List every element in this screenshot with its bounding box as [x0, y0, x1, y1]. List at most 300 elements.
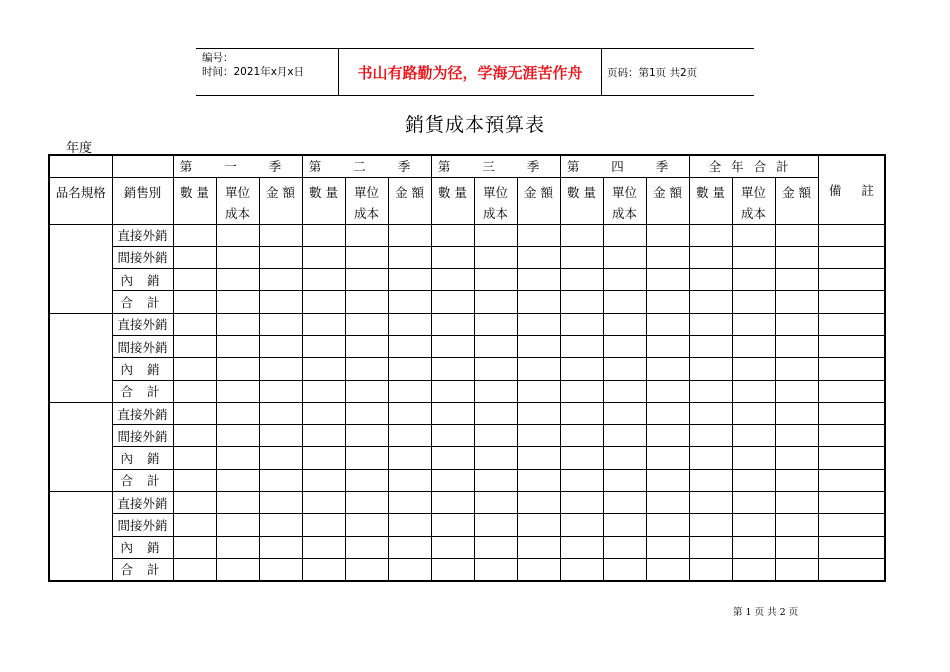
value-cell[interactable] — [603, 469, 646, 491]
value-cell[interactable] — [173, 558, 216, 580]
value-cell[interactable] — [646, 425, 689, 447]
sales-category-label: 合 計 — [112, 380, 173, 402]
notes-cell[interactable] — [818, 269, 885, 291]
value-cell[interactable] — [431, 425, 474, 447]
value-cell[interactable] — [646, 335, 689, 357]
value-cell[interactable] — [259, 447, 302, 469]
value-cell[interactable] — [646, 224, 689, 246]
value-cell[interactable] — [732, 425, 775, 447]
value-cell[interactable] — [603, 558, 646, 580]
value-cell[interactable] — [474, 380, 517, 402]
value-cell[interactable] — [302, 402, 345, 424]
value-cell[interactable] — [603, 335, 646, 357]
value-cell[interactable] — [302, 291, 345, 313]
quantity-header: 數 量 — [560, 177, 603, 224]
value-cell[interactable] — [646, 291, 689, 313]
quantity-header: 數 量 — [431, 177, 474, 224]
value-cell[interactable] — [689, 291, 732, 313]
value-cell[interactable] — [775, 224, 818, 246]
value-cell[interactable] — [689, 469, 732, 491]
value-cell[interactable] — [560, 447, 603, 469]
unit-cost-header — [474, 177, 517, 224]
quantity-header: 數 量 — [689, 177, 732, 224]
value-cell[interactable] — [732, 380, 775, 402]
value-cell[interactable] — [732, 492, 775, 514]
sales-category-label: 間接外銷 — [112, 425, 173, 447]
value-cell[interactable] — [173, 402, 216, 424]
value-cell[interactable] — [517, 469, 560, 491]
value-cell[interactable] — [259, 469, 302, 491]
value-cell[interactable] — [259, 536, 302, 558]
value-cell[interactable] — [302, 358, 345, 380]
value-cell[interactable] — [431, 558, 474, 580]
value-cell[interactable] — [302, 313, 345, 335]
value-cell[interactable] — [689, 246, 732, 268]
value-cell[interactable] — [173, 224, 216, 246]
value-cell[interactable] — [345, 425, 388, 447]
value-cell[interactable] — [646, 313, 689, 335]
value-cell[interactable] — [173, 246, 216, 268]
value-cell[interactable] — [517, 514, 560, 536]
value-cell[interactable] — [302, 425, 345, 447]
value-cell[interactable] — [388, 492, 431, 514]
table-row — [49, 246, 885, 268]
value-cell[interactable] — [345, 269, 388, 291]
value-cell[interactable] — [216, 335, 259, 357]
value-cell[interactable] — [517, 447, 560, 469]
value-cell[interactable] — [560, 558, 603, 580]
value-cell[interactable] — [388, 469, 431, 491]
product-spec-cell[interactable] — [49, 402, 112, 491]
value-cell[interactable] — [388, 536, 431, 558]
value-cell[interactable] — [216, 514, 259, 536]
value-cell[interactable] — [474, 447, 517, 469]
value-cell[interactable] — [216, 313, 259, 335]
value-cell[interactable] — [431, 380, 474, 402]
value-cell[interactable] — [689, 558, 732, 580]
sales-category-label: 間接外銷 — [112, 335, 173, 357]
sales-category-header: 銷售別 — [112, 177, 173, 224]
value-cell[interactable] — [259, 558, 302, 580]
value-cell[interactable] — [345, 224, 388, 246]
value-cell[interactable] — [345, 558, 388, 580]
value-cell[interactable] — [431, 447, 474, 469]
annual-total-header: 全年合計 — [689, 155, 818, 177]
value-cell[interactable] — [560, 335, 603, 357]
value-cell[interactable] — [603, 492, 646, 514]
value-cell[interactable] — [689, 514, 732, 536]
value-cell[interactable] — [431, 313, 474, 335]
value-cell[interactable] — [474, 224, 517, 246]
value-cell[interactable] — [302, 335, 345, 357]
table-row — [49, 514, 885, 536]
notes-cell[interactable] — [818, 492, 885, 514]
value-cell[interactable] — [775, 246, 818, 268]
amount-header: 金 額 — [388, 177, 431, 224]
sales-category-label: 內 銷 — [112, 358, 173, 380]
notes-cell[interactable] — [818, 380, 885, 402]
value-cell[interactable] — [216, 291, 259, 313]
value-cell[interactable] — [603, 402, 646, 424]
value-cell[interactable] — [173, 335, 216, 357]
value-cell[interactable] — [603, 313, 646, 335]
value-cell[interactable] — [560, 536, 603, 558]
value-cell[interactable] — [603, 358, 646, 380]
value-cell[interactable] — [259, 224, 302, 246]
value-cell[interactable] — [474, 558, 517, 580]
value-cell[interactable] — [474, 335, 517, 357]
value-cell[interactable] — [517, 269, 560, 291]
value-cell[interactable] — [603, 514, 646, 536]
value-cell[interactable] — [173, 514, 216, 536]
product-spec-cell[interactable] — [49, 224, 112, 313]
value-cell[interactable] — [173, 469, 216, 491]
value-cell[interactable] — [646, 269, 689, 291]
value-cell[interactable] — [646, 492, 689, 514]
amount-header: 金 額 — [775, 177, 818, 224]
value-cell[interactable] — [388, 335, 431, 357]
value-cell[interactable] — [345, 335, 388, 357]
value-cell[interactable] — [431, 469, 474, 491]
value-cell[interactable] — [474, 536, 517, 558]
value-cell[interactable] — [388, 224, 431, 246]
value-cell[interactable] — [775, 335, 818, 357]
value-cell[interactable] — [216, 269, 259, 291]
value-cell[interactable] — [560, 514, 603, 536]
unit-cost-label-line1: 單位 — [483, 184, 509, 200]
value-cell[interactable] — [259, 313, 302, 335]
notes-cell[interactable] — [818, 447, 885, 469]
notes-cell[interactable] — [818, 425, 885, 447]
value-cell[interactable] — [646, 246, 689, 268]
table-row — [49, 469, 885, 491]
value-cell[interactable] — [689, 380, 732, 402]
value-cell[interactable] — [431, 291, 474, 313]
value-cell[interactable] — [775, 425, 818, 447]
value-cell[interactable] — [732, 447, 775, 469]
value-cell[interactable] — [431, 224, 474, 246]
value-cell[interactable] — [216, 358, 259, 380]
table-row — [49, 224, 885, 246]
value-cell[interactable] — [345, 313, 388, 335]
value-cell[interactable] — [517, 291, 560, 313]
value-cell[interactable] — [732, 224, 775, 246]
value-cell[interactable] — [345, 380, 388, 402]
value-cell[interactable] — [646, 380, 689, 402]
value-cell[interactable] — [345, 358, 388, 380]
value-cell[interactable] — [173, 536, 216, 558]
value-cell[interactable] — [517, 246, 560, 268]
value-cell[interactable] — [474, 291, 517, 313]
value-cell[interactable] — [431, 246, 474, 268]
value-cell[interactable] — [388, 313, 431, 335]
notes-cell[interactable] — [818, 558, 885, 580]
value-cell[interactable] — [603, 425, 646, 447]
year-label: 年度 — [66, 141, 93, 156]
value-cell[interactable] — [517, 380, 560, 402]
value-cell[interactable] — [689, 269, 732, 291]
value-cell[interactable] — [517, 313, 560, 335]
value-cell[interactable] — [560, 402, 603, 424]
value-cell[interactable] — [474, 246, 517, 268]
value-cell[interactable] — [689, 402, 732, 424]
value-cell[interactable] — [560, 380, 603, 402]
value-cell[interactable] — [431, 402, 474, 424]
value-cell[interactable] — [603, 291, 646, 313]
unit-cost-label-line2: 成本 — [741, 205, 767, 221]
value-cell[interactable] — [388, 514, 431, 536]
value-cell[interactable] — [302, 224, 345, 246]
value-cell[interactable] — [259, 269, 302, 291]
value-cell[interactable] — [345, 492, 388, 514]
notes-cell[interactable] — [818, 313, 885, 335]
value-cell[interactable] — [560, 425, 603, 447]
quarter-2-header: 第 二 季 — [302, 155, 431, 177]
value-cell[interactable] — [259, 335, 302, 357]
value-cell[interactable] — [388, 246, 431, 268]
value-cell[interactable] — [431, 492, 474, 514]
value-cell[interactable] — [689, 313, 732, 335]
value-cell[interactable] — [431, 335, 474, 357]
value-cell[interactable] — [345, 536, 388, 558]
value-cell[interactable] — [431, 269, 474, 291]
value-cell[interactable] — [259, 425, 302, 447]
value-cell[interactable] — [345, 514, 388, 536]
value-cell[interactable] — [560, 358, 603, 380]
value-cell[interactable] — [216, 224, 259, 246]
value-cell[interactable] — [302, 514, 345, 536]
value-cell[interactable] — [431, 536, 474, 558]
sales-category-label: 合 計 — [112, 469, 173, 491]
value-cell[interactable] — [259, 402, 302, 424]
value-cell[interactable] — [517, 224, 560, 246]
notes-cell[interactable] — [818, 469, 885, 491]
value-cell[interactable] — [775, 447, 818, 469]
value-cell[interactable] — [345, 469, 388, 491]
value-cell[interactable] — [388, 358, 431, 380]
product-spec-header: 品名規格 — [49, 177, 112, 224]
notes-cell[interactable] — [818, 402, 885, 424]
value-cell[interactable] — [689, 536, 732, 558]
value-cell[interactable] — [560, 313, 603, 335]
notes-cell[interactable] — [818, 246, 885, 268]
value-cell[interactable] — [474, 469, 517, 491]
sales-category-label: 直接外銷 — [112, 224, 173, 246]
sales-category-label: 直接外銷 — [112, 313, 173, 335]
value-cell[interactable] — [302, 558, 345, 580]
value-cell[interactable] — [775, 269, 818, 291]
value-cell[interactable] — [474, 269, 517, 291]
value-cell[interactable] — [216, 492, 259, 514]
value-cell[interactable] — [560, 224, 603, 246]
value-cell[interactable] — [560, 492, 603, 514]
value-cell[interactable] — [388, 447, 431, 469]
value-cell[interactable] — [775, 358, 818, 380]
notes-cell[interactable] — [818, 291, 885, 313]
value-cell[interactable] — [474, 313, 517, 335]
value-cell[interactable] — [775, 313, 818, 335]
value-cell[interactable] — [517, 402, 560, 424]
value-cell[interactable] — [732, 269, 775, 291]
value-cell[interactable] — [173, 447, 216, 469]
header-meta — [196, 49, 339, 95]
value-cell[interactable] — [689, 425, 732, 447]
amount-header: 金 額 — [259, 177, 302, 224]
value-cell[interactable] — [173, 313, 216, 335]
table-row — [49, 492, 885, 514]
value-cell[interactable] — [474, 492, 517, 514]
value-cell[interactable] — [732, 514, 775, 536]
table-row — [49, 291, 885, 313]
value-cell[interactable] — [517, 492, 560, 514]
value-cell[interactable] — [689, 447, 732, 469]
value-cell[interactable] — [775, 469, 818, 491]
value-cell[interactable] — [775, 492, 818, 514]
value-cell[interactable] — [646, 447, 689, 469]
value-cell[interactable] — [775, 558, 818, 580]
value-cell[interactable] — [173, 425, 216, 447]
value-cell[interactable] — [388, 291, 431, 313]
table-row — [49, 335, 885, 357]
value-cell[interactable] — [345, 291, 388, 313]
value-cell[interactable] — [216, 402, 259, 424]
value-cell[interactable] — [216, 536, 259, 558]
value-cell[interactable] — [560, 469, 603, 491]
value-cell[interactable] — [560, 291, 603, 313]
value-cell[interactable] — [603, 224, 646, 246]
value-cell[interactable] — [517, 425, 560, 447]
value-cell[interactable] — [775, 536, 818, 558]
value-cell[interactable] — [474, 514, 517, 536]
value-cell[interactable] — [646, 514, 689, 536]
value-cell[interactable] — [302, 536, 345, 558]
value-cell[interactable] — [388, 269, 431, 291]
document-header — [196, 48, 754, 96]
value-cell[interactable] — [732, 558, 775, 580]
value-cell[interactable] — [775, 514, 818, 536]
value-cell[interactable] — [603, 246, 646, 268]
value-cell[interactable] — [732, 402, 775, 424]
value-cell[interactable] — [173, 492, 216, 514]
value-cell[interactable] — [259, 358, 302, 380]
value-cell[interactable] — [517, 536, 560, 558]
value-cell[interactable] — [603, 380, 646, 402]
value-cell[interactable] — [431, 358, 474, 380]
value-cell[interactable] — [560, 246, 603, 268]
value-cell[interactable] — [689, 224, 732, 246]
value-cell[interactable] — [646, 536, 689, 558]
value-cell[interactable] — [216, 246, 259, 268]
value-cell[interactable] — [345, 447, 388, 469]
quarter-header-row — [49, 155, 885, 177]
time-label: 时间：2021年x月x日 — [202, 66, 305, 78]
value-cell[interactable] — [474, 425, 517, 447]
value-cell[interactable] — [216, 447, 259, 469]
value-cell[interactable] — [302, 492, 345, 514]
value-cell[interactable] — [517, 558, 560, 580]
value-cell[interactable] — [732, 313, 775, 335]
product-spec-cell[interactable] — [49, 313, 112, 402]
value-cell[interactable] — [732, 291, 775, 313]
value-cell[interactable] — [689, 335, 732, 357]
value-cell[interactable] — [517, 335, 560, 357]
value-cell[interactable] — [775, 402, 818, 424]
value-cell[interactable] — [474, 358, 517, 380]
value-cell[interactable] — [216, 558, 259, 580]
notes-cell[interactable] — [818, 514, 885, 536]
value-cell[interactable] — [259, 380, 302, 402]
value-cell[interactable] — [216, 425, 259, 447]
value-cell[interactable] — [732, 469, 775, 491]
value-cell[interactable] — [302, 447, 345, 469]
page-number: 第 1 页 共 2 页 — [733, 607, 799, 618]
value-cell[interactable] — [259, 514, 302, 536]
value-cell[interactable] — [173, 358, 216, 380]
value-cell[interactable] — [689, 358, 732, 380]
value-cell[interactable] — [345, 402, 388, 424]
value-cell[interactable] — [173, 269, 216, 291]
product-spec-cell[interactable] — [49, 492, 112, 581]
value-cell[interactable] — [646, 469, 689, 491]
value-cell[interactable] — [603, 269, 646, 291]
budget-table — [48, 154, 886, 582]
value-cell[interactable] — [689, 492, 732, 514]
value-cell[interactable] — [173, 291, 216, 313]
value-cell[interactable] — [388, 380, 431, 402]
value-cell[interactable] — [732, 358, 775, 380]
value-cell[interactable] — [173, 380, 216, 402]
value-cell[interactable] — [388, 402, 431, 424]
value-cell[interactable] — [603, 447, 646, 469]
value-cell[interactable] — [732, 335, 775, 357]
unit-cost-header — [732, 177, 775, 224]
value-cell[interactable] — [259, 291, 302, 313]
value-cell[interactable] — [560, 269, 603, 291]
notes-cell[interactable] — [818, 358, 885, 380]
value-cell[interactable] — [732, 536, 775, 558]
value-cell[interactable] — [517, 358, 560, 380]
value-cell[interactable] — [388, 425, 431, 447]
value-cell[interactable] — [259, 246, 302, 268]
value-cell[interactable] — [388, 558, 431, 580]
value-cell[interactable] — [474, 402, 517, 424]
value-cell[interactable] — [431, 514, 474, 536]
value-cell[interactable] — [775, 291, 818, 313]
value-cell[interactable] — [646, 558, 689, 580]
value-cell[interactable] — [646, 358, 689, 380]
unit-cost-label-line1: 單位 — [224, 184, 250, 200]
value-cell[interactable] — [302, 380, 345, 402]
value-cell[interactable] — [603, 536, 646, 558]
unit-cost-label-line1: 單位 — [354, 184, 380, 200]
value-cell[interactable] — [732, 246, 775, 268]
value-cell[interactable] — [646, 402, 689, 424]
notes-cell[interactable] — [818, 224, 885, 246]
table-row — [49, 269, 885, 291]
value-cell[interactable] — [345, 246, 388, 268]
value-cell[interactable] — [302, 469, 345, 491]
sales-category-label: 合 計 — [112, 291, 173, 313]
notes-cell[interactable] — [818, 536, 885, 558]
notes-cell[interactable] — [818, 335, 885, 357]
value-cell[interactable] — [775, 380, 818, 402]
value-cell[interactable] — [302, 246, 345, 268]
value-cell[interactable] — [216, 380, 259, 402]
value-cell[interactable] — [302, 269, 345, 291]
code-label: 编号： — [202, 52, 234, 64]
value-cell[interactable] — [259, 492, 302, 514]
value-cell[interactable] — [216, 469, 259, 491]
